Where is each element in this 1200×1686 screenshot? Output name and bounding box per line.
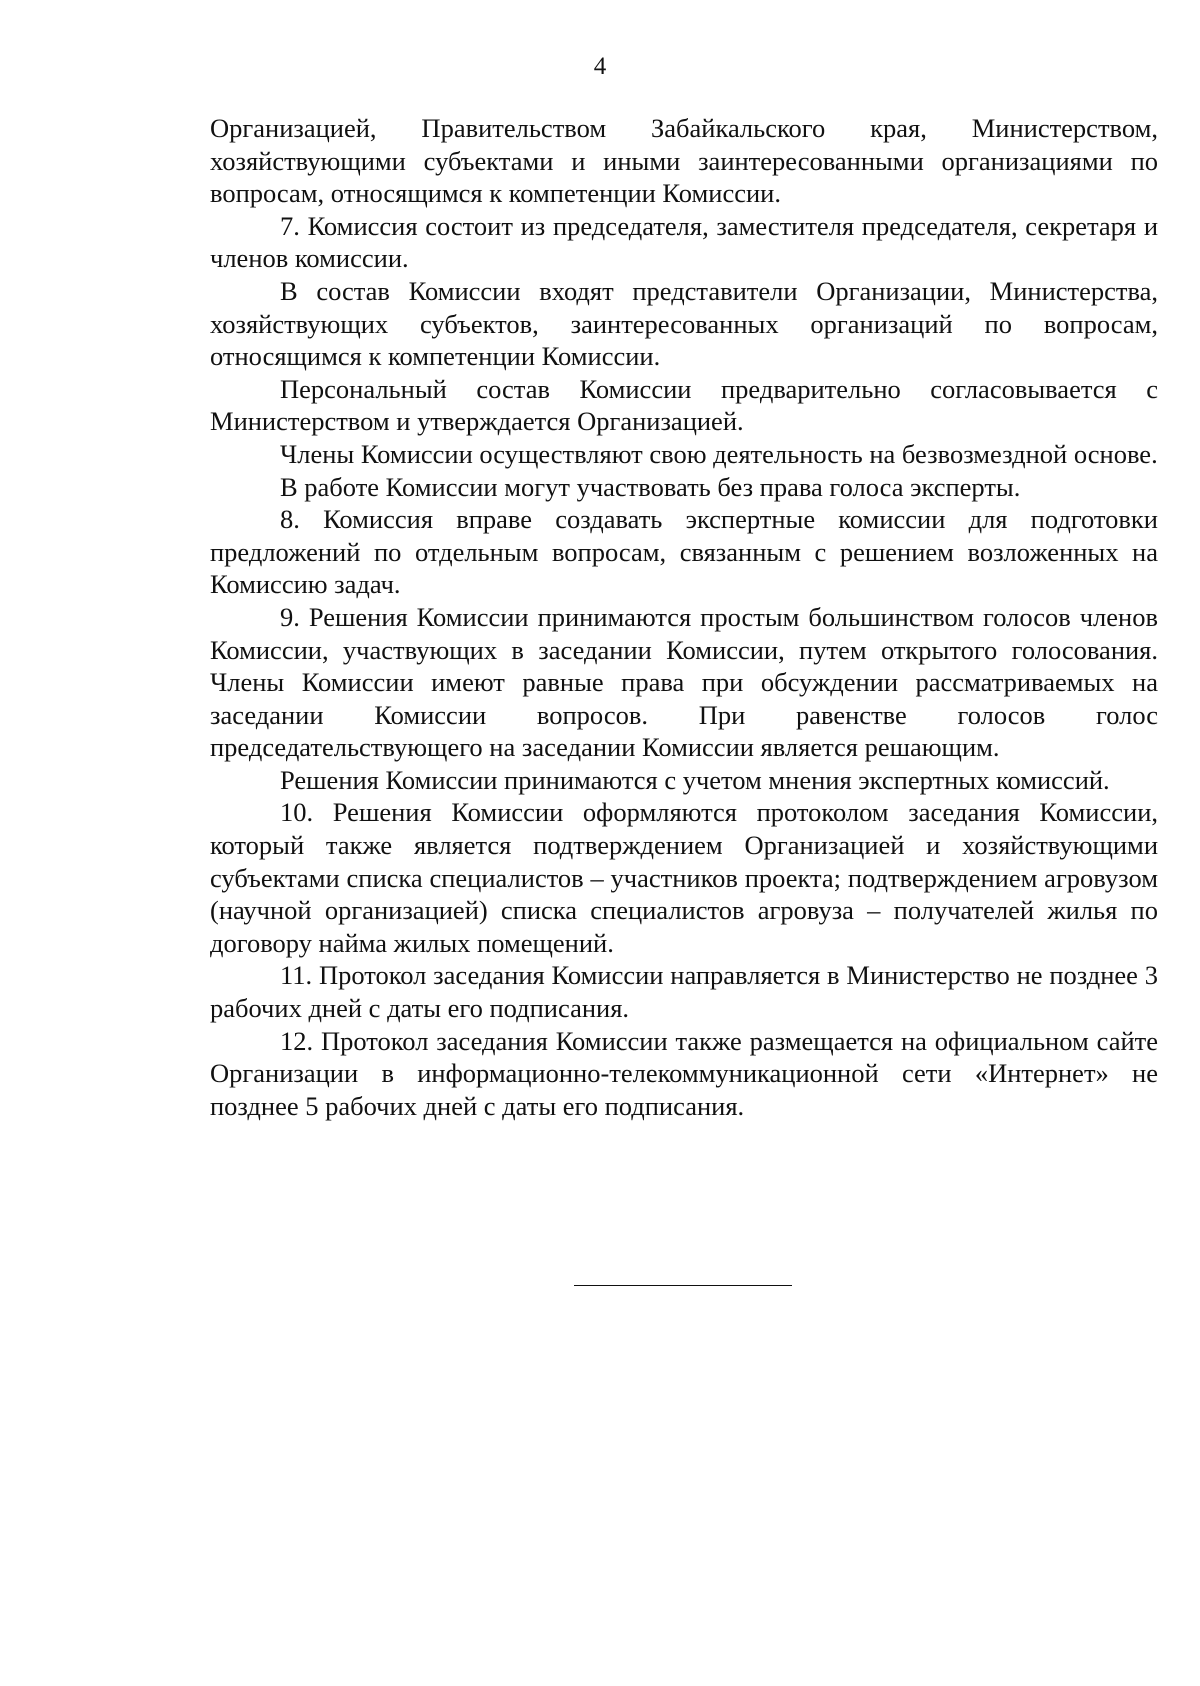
paragraph: В состав Комиссии входят представители Организации, Министерства, хозяйствующих субъектов, заинтересованных организаций по вопросам, относящимся к компетенции Комиссии. — [210, 275, 1158, 372]
paragraph-item-7: 7. Комиссия состоит из председателя, заместителя председателя, секретаря и членов комиссии. — [210, 210, 1158, 274]
end-of-document-rule — [574, 1285, 792, 1286]
paragraph: Решения Комиссии принимаются с учетом мнения экспертных комиссий. — [280, 764, 1110, 795]
paragraph-item-10: 10. Решения Комиссии оформляются протоколом заседания Комиссии, который также является подтверждением Организацией и хозяйствующими субъектами списка специалистов – участников проекта; подтверждением агровузом (научной организацией) списка специалистов агровуза – получателей жилья по договору найма жилых помещений. — [210, 797, 1158, 958]
paragraph-item-9: 9. Решения Комиссии принимаются простым большинством голосов членов Комиссии, участвующих в заседании Комиссии, путем открытого голосования. Члены Комиссии имеют равные права при обсуждении рассматриваемых на заседании Комиссии вопросов. При равенстве голосов голос председательствующего на заседании Комиссии является решающим. — [210, 601, 1158, 763]
document-body — [210, 112, 1158, 1122]
paragraph: Персональный состав Комиссии предварительно согласовывается с Министерством и утверждается Организацией. — [210, 373, 1158, 437]
paragraph: В работе Комиссии могут участвовать без права голоса эксперты. — [280, 471, 1021, 502]
paragraph-item-12: 12. Протокол заседания Комиссии также размещается на официальном сайте Организации в информационно-телекоммуникационной сети «Интернет» не позднее 5 рабочих дней с даты его подписания. — [210, 1025, 1158, 1121]
paragraph-item-8: 8. Комиссия вправе создавать экспертные комиссии для подготовки предложений по отдельным вопросам, связанным с решением возложенных на Комиссию задач. — [210, 504, 1158, 600]
page-number: 4 — [593, 53, 607, 80]
paragraph: Члены Комиссии осуществляют свою деятельность на безвозмездной основе. — [280, 438, 1158, 469]
paragraph: Организацией, Правительством Забайкальского края, Министерством, хозяйствующими субъектами и иными заинтересованными организациями по вопросам, относящимся к компетенции Комиссии. — [210, 113, 1158, 209]
paragraph-item-11: 11. Протокол заседания Комиссии направляется в Министерство не позднее 3 рабочих дней с даты его подписания. — [210, 960, 1158, 1024]
